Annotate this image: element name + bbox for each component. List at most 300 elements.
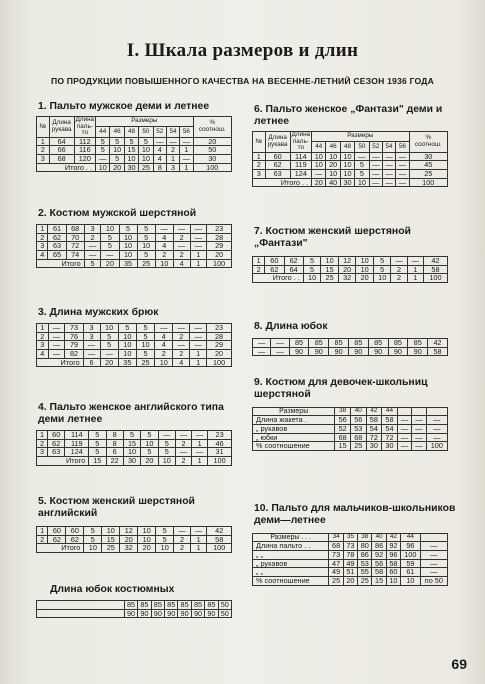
table-cell: 73 — [343, 542, 357, 551]
table-cell: 10 — [340, 152, 354, 161]
table-cell: — — [426, 416, 447, 425]
table-cell: 58 — [423, 265, 447, 274]
table-cell: 10 — [119, 242, 137, 251]
total-cell: 25 — [321, 274, 339, 283]
table-cell: 5 — [141, 431, 158, 440]
table-cell: 82 — [65, 349, 83, 358]
total-row — [253, 178, 448, 187]
total-cell: 20 — [356, 274, 374, 283]
size-header: 42 — [366, 408, 382, 416]
table-cell: 10 — [100, 324, 118, 333]
table-cell: 2 — [174, 535, 191, 544]
table-cell: — — [412, 442, 426, 451]
size-header: 48 — [124, 127, 138, 137]
table-cell: 5 — [156, 527, 174, 536]
total-cell: 1 — [190, 259, 207, 268]
size-header: 40 — [372, 534, 386, 542]
table-cell: 100 — [401, 551, 421, 560]
table-cell: 4 — [155, 332, 173, 341]
total-cell: 22 — [106, 456, 123, 465]
skirt-lengths-table — [36, 600, 232, 618]
table-cell: 68 — [350, 433, 366, 442]
table-cell: 112 — [74, 137, 95, 146]
table-cell: 85 — [138, 601, 151, 610]
size-header: 46 — [326, 142, 340, 152]
table-cell: 2 — [155, 349, 173, 358]
total-cell: 2 — [391, 274, 407, 283]
table-row — [37, 431, 232, 440]
table-cell: 23 — [207, 324, 232, 333]
table-cell: 10 — [340, 161, 354, 170]
total-cell: 1 — [407, 274, 423, 283]
table-cell: 25 — [329, 576, 343, 585]
table-cell: 5 — [101, 242, 119, 251]
table-cell: 124 — [65, 448, 89, 457]
table-cell: 5 — [96, 137, 110, 146]
table-cell: 50 — [218, 609, 231, 618]
table-cell: — — [174, 527, 191, 536]
table-cell: 90 — [329, 347, 349, 356]
table-cell: 20 — [207, 349, 232, 358]
table-cell: 2 — [84, 233, 101, 242]
col-sizes: Размеры — [312, 132, 409, 142]
table-row — [37, 609, 232, 618]
table-cell: — — [158, 431, 175, 440]
table-cell: — — [312, 170, 326, 179]
table-cell: 79 — [65, 341, 83, 350]
table-cell: 3 — [37, 448, 48, 457]
table-cell: 3 — [84, 225, 101, 234]
table-cell: 62 — [48, 535, 66, 544]
table-cell: 10 — [141, 439, 158, 448]
table-cell: 30 — [382, 442, 398, 451]
table-cell: 12 — [120, 527, 138, 536]
page-subtitle: ПО ПРОДУКЦИИ ПОВЫШЕННОГО КАЧЕСТВА НА ВЕСЕННЕ-ЛЕТНИЙ СЕЗОН 1936 ГОДА — [50, 76, 435, 86]
table-cell: 85 — [309, 339, 329, 348]
table-cell: 20 — [207, 250, 232, 259]
table-cell: 64 — [284, 265, 303, 274]
table-cell: 90 — [309, 347, 329, 356]
table-cell: — — [173, 225, 190, 234]
table-cell: 90 — [348, 347, 368, 356]
total-cell: 20 — [312, 178, 326, 187]
table-cell: — — [396, 170, 409, 179]
table-cell: 56 — [335, 416, 351, 425]
total-cell: 20 — [110, 163, 124, 172]
size-header: 35 — [343, 534, 357, 542]
table-row — [253, 257, 448, 266]
table-cell: 42 — [423, 257, 447, 266]
table-cell: 1 — [166, 155, 179, 164]
table-row — [253, 576, 448, 585]
table-cell: 68 — [49, 155, 74, 164]
table-cell: 15 — [372, 576, 386, 585]
table-cell: — — [166, 137, 179, 146]
total-cell: 10 — [373, 274, 391, 283]
total-label: Итого — [37, 544, 84, 553]
table-cell: 2 — [173, 233, 190, 242]
table-cell: 2 — [37, 146, 50, 155]
table-cell: 90 — [289, 347, 309, 356]
table-cell: 90 — [138, 609, 151, 618]
table-cell: — — [391, 257, 407, 266]
table-cell: — — [426, 433, 447, 442]
table-cell: 65 — [48, 250, 66, 259]
table-cell: 68 — [329, 542, 343, 551]
section-2-title: 2. Костюм мужской шерстяной — [38, 208, 197, 219]
col-percent: % соотнош. — [193, 117, 232, 138]
total-cell: 100 — [423, 274, 447, 283]
table-cell: 2 — [37, 233, 48, 242]
total-cell: 2 — [174, 544, 191, 553]
table-cell: 10 — [138, 527, 156, 536]
table-cell: 2 — [166, 146, 179, 155]
total-label: Итого . . — [253, 274, 304, 283]
table-cell: 31 — [208, 448, 232, 457]
row-label: „ „ — [253, 551, 329, 560]
total-label: Итого . . — [37, 163, 96, 172]
table-cell: — — [190, 242, 207, 251]
table-cell: — — [180, 155, 193, 164]
table-cell: 49 — [343, 559, 357, 568]
table-cell: 63 — [48, 242, 66, 251]
size-header: 44 — [401, 534, 421, 542]
table-cell: 74 — [66, 250, 84, 259]
table-cell: 2 — [173, 250, 190, 259]
table-cell: 63 — [48, 448, 65, 457]
table-cell: 42 — [428, 339, 448, 348]
table-cell: 5 — [84, 535, 102, 544]
table-cell: — — [96, 155, 110, 164]
table-cell: 10 — [340, 170, 354, 179]
total-cell: 25 — [137, 259, 155, 268]
total-cell: — — [396, 178, 409, 187]
table-cell: 90 — [124, 609, 137, 618]
table-cell: 55 — [358, 568, 372, 577]
table-cell: 58 — [372, 568, 386, 577]
total-cell: 10 — [84, 544, 102, 553]
section-5-title: 5. Костюм женский шерстяной английский — [38, 496, 195, 519]
table-cell: 10 — [139, 146, 153, 155]
table-cell: 62 — [48, 233, 66, 242]
table-cell: — — [369, 161, 382, 170]
size-header: 44 — [382, 408, 398, 416]
table-cell: 5 — [119, 225, 137, 234]
table-cell: 60 — [265, 152, 290, 161]
table-cell: 15 — [102, 535, 120, 544]
table-cell: 25 — [409, 170, 448, 179]
table-cell: — — [412, 433, 426, 442]
table-cell: 28 — [207, 233, 232, 242]
table-row — [37, 233, 232, 242]
table-cell: — — [48, 324, 65, 333]
table-cell: 92 — [386, 542, 400, 551]
total-cell: 100 — [409, 178, 448, 187]
table-cell: 30 — [193, 155, 232, 164]
table-cell: 5 — [100, 341, 118, 350]
table-cell: — — [48, 349, 65, 358]
section-7-title: 7. Костюм женский шерстяной „Фантази" — [254, 226, 411, 249]
total-cell: 4 — [173, 358, 190, 367]
size-header: 38 — [358, 534, 372, 542]
total-cell: 20 — [141, 456, 158, 465]
total-cell: 100 — [193, 163, 232, 172]
table-cell: — — [83, 341, 100, 350]
total-cell: 30 — [123, 456, 140, 465]
table-cell: 85 — [368, 339, 388, 348]
table-cell: 5 — [89, 439, 106, 448]
table-cell: 53 — [350, 425, 366, 434]
table-cell: 62 — [66, 535, 84, 544]
table-cell: 5 — [303, 265, 321, 274]
col-sleeve: Длина рукава — [265, 132, 290, 153]
table-cell: 15 — [124, 146, 138, 155]
table-cell: 8 — [106, 439, 123, 448]
page-title: I. Шкала размеров и длин — [126, 40, 359, 61]
sizes-label: Размеры — [253, 408, 335, 416]
table-cell: 10 — [138, 535, 156, 544]
table-cell: 15 — [321, 265, 339, 274]
table-row — [37, 225, 232, 234]
table-cell: 54 — [366, 425, 382, 434]
table-cell: 46 — [208, 439, 232, 448]
table-cell: — — [48, 332, 65, 341]
table-cell: 66 — [49, 146, 74, 155]
table-cell: — — [190, 332, 207, 341]
table-cell: 85 — [205, 601, 218, 610]
table-cell: 10 — [386, 576, 400, 585]
table-cell: 30 — [366, 442, 382, 451]
table-cell: 5 — [110, 155, 124, 164]
section-4-title: 4. Пальто женское английского типа деми летнее — [38, 402, 224, 425]
total-cell: — — [369, 178, 382, 187]
table-cell: — — [397, 433, 411, 442]
total-cell: 100 — [207, 259, 232, 268]
row-label: „ юбки — [253, 433, 335, 442]
table-cell: — — [382, 170, 395, 179]
table-cell: 20 — [343, 576, 357, 585]
table-cell: 1 — [190, 250, 207, 259]
table-cell: 3 — [253, 170, 266, 179]
total-cell: 15 — [89, 456, 106, 465]
table-cell: — — [420, 568, 447, 577]
table-cell: 10 — [139, 155, 153, 164]
table-cell: 63 — [265, 170, 290, 179]
table-cell: — — [155, 324, 173, 333]
table-cell: 2 — [155, 250, 173, 259]
total-cell: 30 — [340, 178, 354, 187]
table-cell: 15 — [335, 442, 351, 451]
total-row — [37, 358, 232, 367]
table-cell: 4 — [155, 242, 173, 251]
table-cell: 90 — [368, 347, 388, 356]
table-cell: 5 — [137, 250, 155, 259]
table-cell: 3 — [37, 155, 50, 164]
table-cell: 2 — [176, 439, 192, 448]
row-label: Длина жакета . — [253, 416, 335, 425]
col-percent: % соотнош. — [409, 132, 448, 153]
total-cell: 40 — [326, 178, 340, 187]
total-cell: 100 — [207, 358, 232, 367]
table-cell: 1 — [180, 146, 193, 155]
empty-cell — [37, 601, 125, 610]
table-cell: 54 — [382, 425, 398, 434]
table-row — [37, 155, 232, 164]
table-row — [253, 425, 448, 434]
table-cell: 58 — [366, 416, 382, 425]
total-cell: 6 — [83, 358, 100, 367]
total-cell: 4 — [173, 259, 190, 268]
table-cell: 114 — [65, 431, 89, 440]
table-cell: 25 — [350, 442, 366, 451]
table-cell: 29 — [207, 242, 232, 251]
table-cell: 90 — [205, 609, 218, 618]
table-cell: 78 — [343, 551, 357, 560]
total-label: Итого — [37, 259, 85, 268]
table-cell: 49 — [329, 568, 343, 577]
table-cell: — — [173, 324, 190, 333]
size-header: 46 — [110, 127, 124, 137]
total-cell: 35 — [119, 259, 137, 268]
total-cell: — — [382, 178, 395, 187]
table-cell: — — [176, 431, 192, 440]
size-header: 56 — [180, 127, 193, 137]
table-cell: 90 — [178, 609, 191, 618]
table-cell: 86 — [358, 551, 372, 560]
size-header: 56 — [396, 142, 409, 152]
total-cell: 2 — [176, 456, 192, 465]
table-cell: 120 — [74, 155, 95, 164]
table-cell: 42 — [207, 527, 232, 536]
table-cell: 1 — [407, 265, 423, 274]
table-cell: 8 — [106, 431, 123, 440]
table-cell: 30 — [409, 152, 448, 161]
table-cell: 5 — [100, 332, 118, 341]
table-cell: 68 — [335, 433, 351, 442]
table-cell: 5 — [373, 265, 391, 274]
table-cell: 10 — [119, 233, 137, 242]
table-cell: — — [369, 170, 382, 179]
table-cell: 4 — [37, 349, 49, 358]
table-cell: 60 — [66, 527, 84, 536]
table-cell: 100 — [426, 442, 447, 451]
table-cell: 5 — [110, 137, 124, 146]
table-cell: — — [420, 559, 447, 568]
table-cell: 85 — [348, 339, 368, 348]
table-cell: 90 — [151, 609, 164, 618]
table-cell: 5 — [137, 233, 155, 242]
table-cell: — — [190, 341, 207, 350]
table-cell: 2 — [253, 265, 265, 274]
total-cell: 20 — [100, 358, 118, 367]
table-cell: 5 — [355, 170, 369, 179]
table-cell: 5 — [101, 233, 119, 242]
table-cell: 10 — [356, 257, 374, 266]
table-cell: 5 — [136, 332, 154, 341]
table-cell: 10 — [102, 527, 120, 536]
table-cell: 58 — [382, 416, 398, 425]
col-sizes: Размеры — [96, 117, 193, 127]
table-cell: 5 — [84, 527, 102, 536]
table-cell: — — [271, 339, 289, 348]
table-cell: 58 — [386, 559, 400, 568]
size-header: 52 — [153, 127, 166, 137]
section-9-title: 9. Костюм для девочек-школьниц шерстяной — [254, 377, 428, 400]
table-cell: 92 — [372, 551, 386, 560]
table-row — [253, 339, 448, 348]
total-cell: 10 — [155, 259, 173, 268]
table-cell: — — [382, 152, 395, 161]
table-cell: 73 — [329, 551, 343, 560]
total-cell: 100 — [207, 544, 232, 553]
table-cell: 10 — [118, 349, 136, 358]
table-cell: 20 — [120, 535, 138, 544]
table-cell: 85 — [151, 601, 164, 610]
table-cell: 5 — [156, 535, 174, 544]
total-cell: 1 — [190, 358, 207, 367]
table-cell: — — [100, 349, 118, 358]
table-cell: по 50 — [420, 576, 447, 585]
table-row — [253, 442, 448, 451]
table-cell: 5 — [303, 257, 321, 266]
table-cell: 10 — [326, 152, 340, 161]
section-1-table — [36, 116, 232, 172]
table-cell: 2 — [37, 439, 48, 448]
table-cell: 5 — [137, 225, 155, 234]
size-header: 40 — [350, 408, 366, 416]
total-row — [37, 456, 232, 465]
table-cell: 85 — [191, 601, 204, 610]
col-num: № — [253, 132, 266, 153]
table-cell: 4 — [153, 155, 166, 164]
table-cell: 1 — [37, 324, 49, 333]
table-row — [37, 250, 232, 259]
size-header: 44 — [312, 142, 326, 152]
table-row — [37, 341, 232, 350]
table-cell: 68 — [66, 225, 84, 234]
total-cell: 3 — [166, 163, 179, 172]
table-row — [253, 347, 448, 356]
table-cell: 1 — [253, 257, 265, 266]
table-cell: 5 — [141, 448, 158, 457]
table-cell: 29 — [207, 341, 232, 350]
total-cell: 10 — [355, 178, 369, 187]
table-cell: 85 — [388, 339, 408, 348]
table-cell: 56 — [350, 416, 366, 425]
table-cell: 10 — [101, 225, 119, 234]
table-cell: — — [190, 527, 207, 536]
total-cell: 32 — [120, 544, 138, 553]
table-cell: 1 — [192, 439, 208, 448]
table-cell: 1 — [253, 152, 266, 161]
table-cell: 1 — [37, 225, 48, 234]
table-cell: 61 — [401, 568, 421, 577]
table-cell: 62 — [284, 257, 303, 266]
table-row — [37, 349, 232, 358]
table-cell: 86 — [372, 542, 386, 551]
table-row — [37, 601, 232, 610]
table-cell: — — [412, 416, 426, 425]
table-cell: 2 — [173, 349, 190, 358]
table-cell: 23 — [207, 225, 232, 234]
table-cell: 10 — [118, 332, 136, 341]
table-cell: 85 — [165, 601, 178, 610]
total-label: Итого — [37, 358, 84, 367]
total-row — [37, 259, 232, 268]
table-row — [253, 170, 448, 179]
row-label: Длина пальто . . — [253, 542, 329, 551]
total-cell: 8 — [153, 163, 166, 172]
